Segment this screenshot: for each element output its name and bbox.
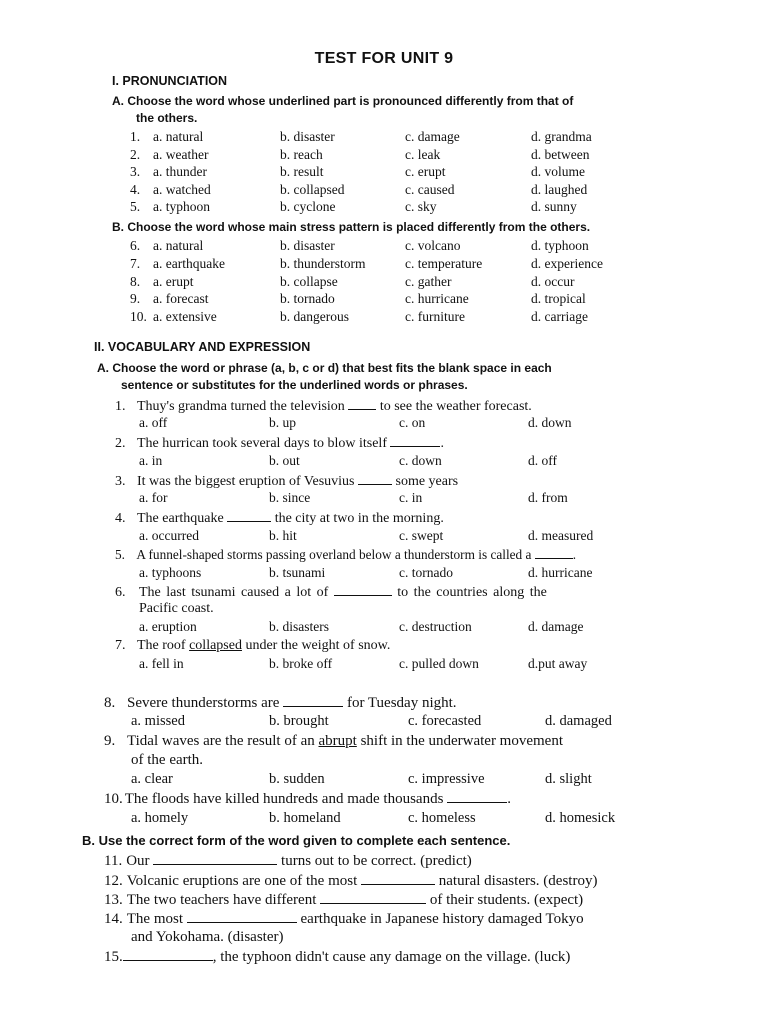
part-a-instruction-line2: the others. [136,111,198,125]
question-6-line2: Pacific coast. [139,601,214,616]
question-12: 12. Volcanic eruptions are one of the most natural disasters. (destroy) [104,873,598,889]
option-d[interactable]: d. grandma [531,129,592,144]
section2-part-a-line2: sentence or substitutes for the underlined words or phrases. [121,378,468,392]
option-b[interactable]: b. collapse [280,273,338,289]
section2-part-a-line1: A. Choose the word or phrase (a, b, c or d) that best fits the blank space in each [97,361,552,375]
option-a[interactable]: a. erupt [153,273,194,289]
option-d[interactable]: d. tropical [531,291,586,307]
option-d[interactable]: d. laughed [531,181,588,197]
question-2: 2. The hurrican took several days to blow itself . [115,436,444,451]
question-5: 5. A funnel-shaped storms passing overland below a thunderstorm is called a . [115,547,577,562]
option-c[interactable]: c. leak [405,146,441,162]
item-number: 10. [130,309,147,325]
question-3: 3. It was the biggest eruption of Vesuvius some years [115,474,459,489]
option-c[interactable]: c. volcano [405,238,461,253]
option-a[interactable]: a. extensive [153,309,217,325]
item-number: 4. [130,181,141,197]
option-c[interactable]: c. erupt [405,164,446,179]
question-4: 4. The earthquake the city at two in the morning. [115,511,444,526]
question-11: 11. Our turns out to be correct. (predict) [104,853,472,869]
answer-blank[interactable] [361,872,435,885]
item-number: 9. [130,291,141,307]
option-a[interactable]: a. watched [153,181,211,197]
option-b[interactable]: b. thunderstorm [280,255,366,271]
answer-blank[interactable] [153,852,277,865]
question-6: 6. The last tsunami caused a lot of to the countries along the [115,585,547,600]
section2-part-a-instruction [97,360,552,394]
item-number: 1. [130,129,141,144]
option-c[interactable]: c. caused [405,181,455,197]
item-number: 5. [130,199,141,214]
question-9: 9. Tidal waves are the result of an abrupt shift in the underwater movement [104,733,564,749]
item-number: 7. [130,255,141,271]
option-d[interactable]: d. experience [531,255,603,271]
answer-blank[interactable] [283,694,343,707]
option-b[interactable]: b. collapsed [280,181,345,197]
question-13: 13. The two teachers have different of their students. (expect) [104,892,584,908]
question-8: 8. Severe thunderstorms are for Tuesday night. [104,695,457,711]
option-a[interactable]: a. thunder [153,164,207,179]
section-pronunciation-heading: I. PRONUNCIATION [112,74,228,88]
option-b[interactable]: b. result [280,164,324,179]
option-d[interactable]: d. typhoon [531,238,589,253]
option-c[interactable]: c. gather [405,273,452,289]
question-15: 15. , the typhoon didn't cause any damage on the village. (luck) [104,949,571,965]
answer-blank[interactable] [187,910,297,923]
option-d[interactable]: d. carriage [531,309,588,325]
answer-blank[interactable] [320,891,426,904]
option-c[interactable]: c. temperature [405,255,483,271]
question-14: 14. The most earthquake in Japanese history damaged Tokyo [104,911,584,927]
option-b[interactable]: b. cyclone [280,199,336,214]
part-a-instruction-line1: A. Choose the word whose underlined part is pronounced differently from that of [112,94,574,108]
part-b-instruction: B. Choose the word whose main stress pattern is placed differently from the others. [112,220,591,234]
question-7: 7. The roof collapsed under the weight of snow. [115,638,391,653]
option-a[interactable]: a. natural [153,238,204,253]
option-a[interactable]: a. natural [153,129,204,144]
option-c[interactable]: c. hurricane [405,291,469,307]
question-14-line2: and Yokohama. (disaster) [131,929,284,945]
item-number: 8. [130,273,141,289]
answer-blank[interactable] [227,509,271,522]
answer-blank[interactable] [123,948,213,961]
answer-blank[interactable] [390,434,440,447]
option-b[interactable]: b. reach [280,146,323,162]
option-d[interactable]: d. volume [531,164,585,179]
option-b[interactable]: b. disaster [280,238,335,253]
section2-part-b-instruction: B. Use the correct form of the word given to complete each sentence. [82,833,511,848]
part-a-instruction [112,93,573,127]
option-a[interactable]: a. weather [153,146,209,162]
option-d[interactable]: d. occur [531,273,575,289]
item-number: 2. [130,146,141,162]
option-a[interactable]: a. forecast [153,291,209,307]
item-number: 6. [130,238,141,253]
answer-blank[interactable] [535,546,573,559]
item-number: 3. [130,164,141,179]
question-10: 10. The floods have killed hundreds and made thousands . [104,791,511,807]
answer-blank[interactable] [334,583,392,596]
question-9-line2: of the earth. [131,752,204,768]
option-b[interactable]: b. tornado [280,291,335,307]
option-b[interactable]: b. disaster [280,129,335,144]
option-d[interactable]: d. between [531,146,590,162]
answer-blank[interactable] [348,397,376,410]
answer-blank[interactable] [358,472,392,485]
option-c[interactable]: c. damage [405,129,460,144]
option-d[interactable]: d. sunny [531,199,577,214]
question-1: 1. Thuy's grandma turned the television to see the weather forecast. [115,399,532,414]
option-c[interactable]: c. furniture [405,309,465,325]
option-b[interactable]: b. dangerous [280,309,349,325]
option-a[interactable]: a. earthquake [153,255,225,271]
section-vocabulary-heading: II. VOCABULARY AND EXPRESSION [94,340,311,354]
page-title: TEST FOR UNIT 9 [314,50,454,67]
option-a[interactable]: a. typhoon [153,199,210,214]
worksheet-page: TEST FOR UNIT 9 I. PRONUNCIATION A. Choose the word whose underlined part is pronounced differently from that of the others. 1. a. natural b. disaster c. damage d. grandma 2. a. weather b. reach c. leak d. between 3. a. thunder b. result c. erupt d. volume 4. a. watched b. collapsed c. caused d. laughed 5. a. typhoon b. cyclone c. sky d. sunny B. Choose the word whose main stress pattern is placed differently from the others. 6. a. natural b. disaster c. volcano d. typhoon 7. a. earthquake b. thunderstorm c. temperature d. experience 8. a. erupt b. collapse c. gather d. occur 9. a. forecast b. tornado c. hurricane d. tropical 10. a. extensive b. dangerous c. furniture d. carriage II. VOCABULARY AND EXPRESSION A. Choose the word or phrase (a, b, c or d) that best fits the blank space in each sentence or substitutes for the underlined words or phrases. 1. Thuy's grandma turned the television to see the weather forecast. a. off b. up c. on d. down 2. The hurrican took several days to blow itself . a. in b. out c. down d. off 3. It was the biggest eruption of Vesuvius some years a. for b. since c. in d. from 4. The earthquake the city at two in the morning. a. occurred b. hit c. swept d. measured 5. A funnel-shaped storms passing overland below a thunderstorm is called a . a. typhoons b. tsunami c. tornado d. hurricane 6. The last tsunami caused a lot of to the countries along the Pacific coast. a. eruption b. disasters c. destruction d. damage 7. The roof collapsed under the weight of snow. a. fell in b. broke off c. pulled down d.put away 8. Severe thunderstorms are for Tuesday night. a. missed b. brought c. forecasted d. damaged 9. Tidal waves are the result of an abrupt shift in the underwater movement of the earth. a. clear b. sudden c. impressive d. slight 10. The floods have killed hundreds and made thousands . a. homely b. homeland c. homeless d. homesick B. Use the correct form of the word given to complete each sentence. 11. Our turns out to be correct. (predict) 12. Volcanic eruptions are one of the most natural disasters. (destroy) 13. The two teachers have different of their students. (expect) 14. The most earthquake in Japanese history damaged Tokyo and Yokohama. (disaster) 15. , the typhoon didn't cause any damage on the village. (luck) [0,0,768,1024]
answer-blank[interactable] [447,790,507,803]
option-c[interactable]: c. sky [405,199,437,214]
